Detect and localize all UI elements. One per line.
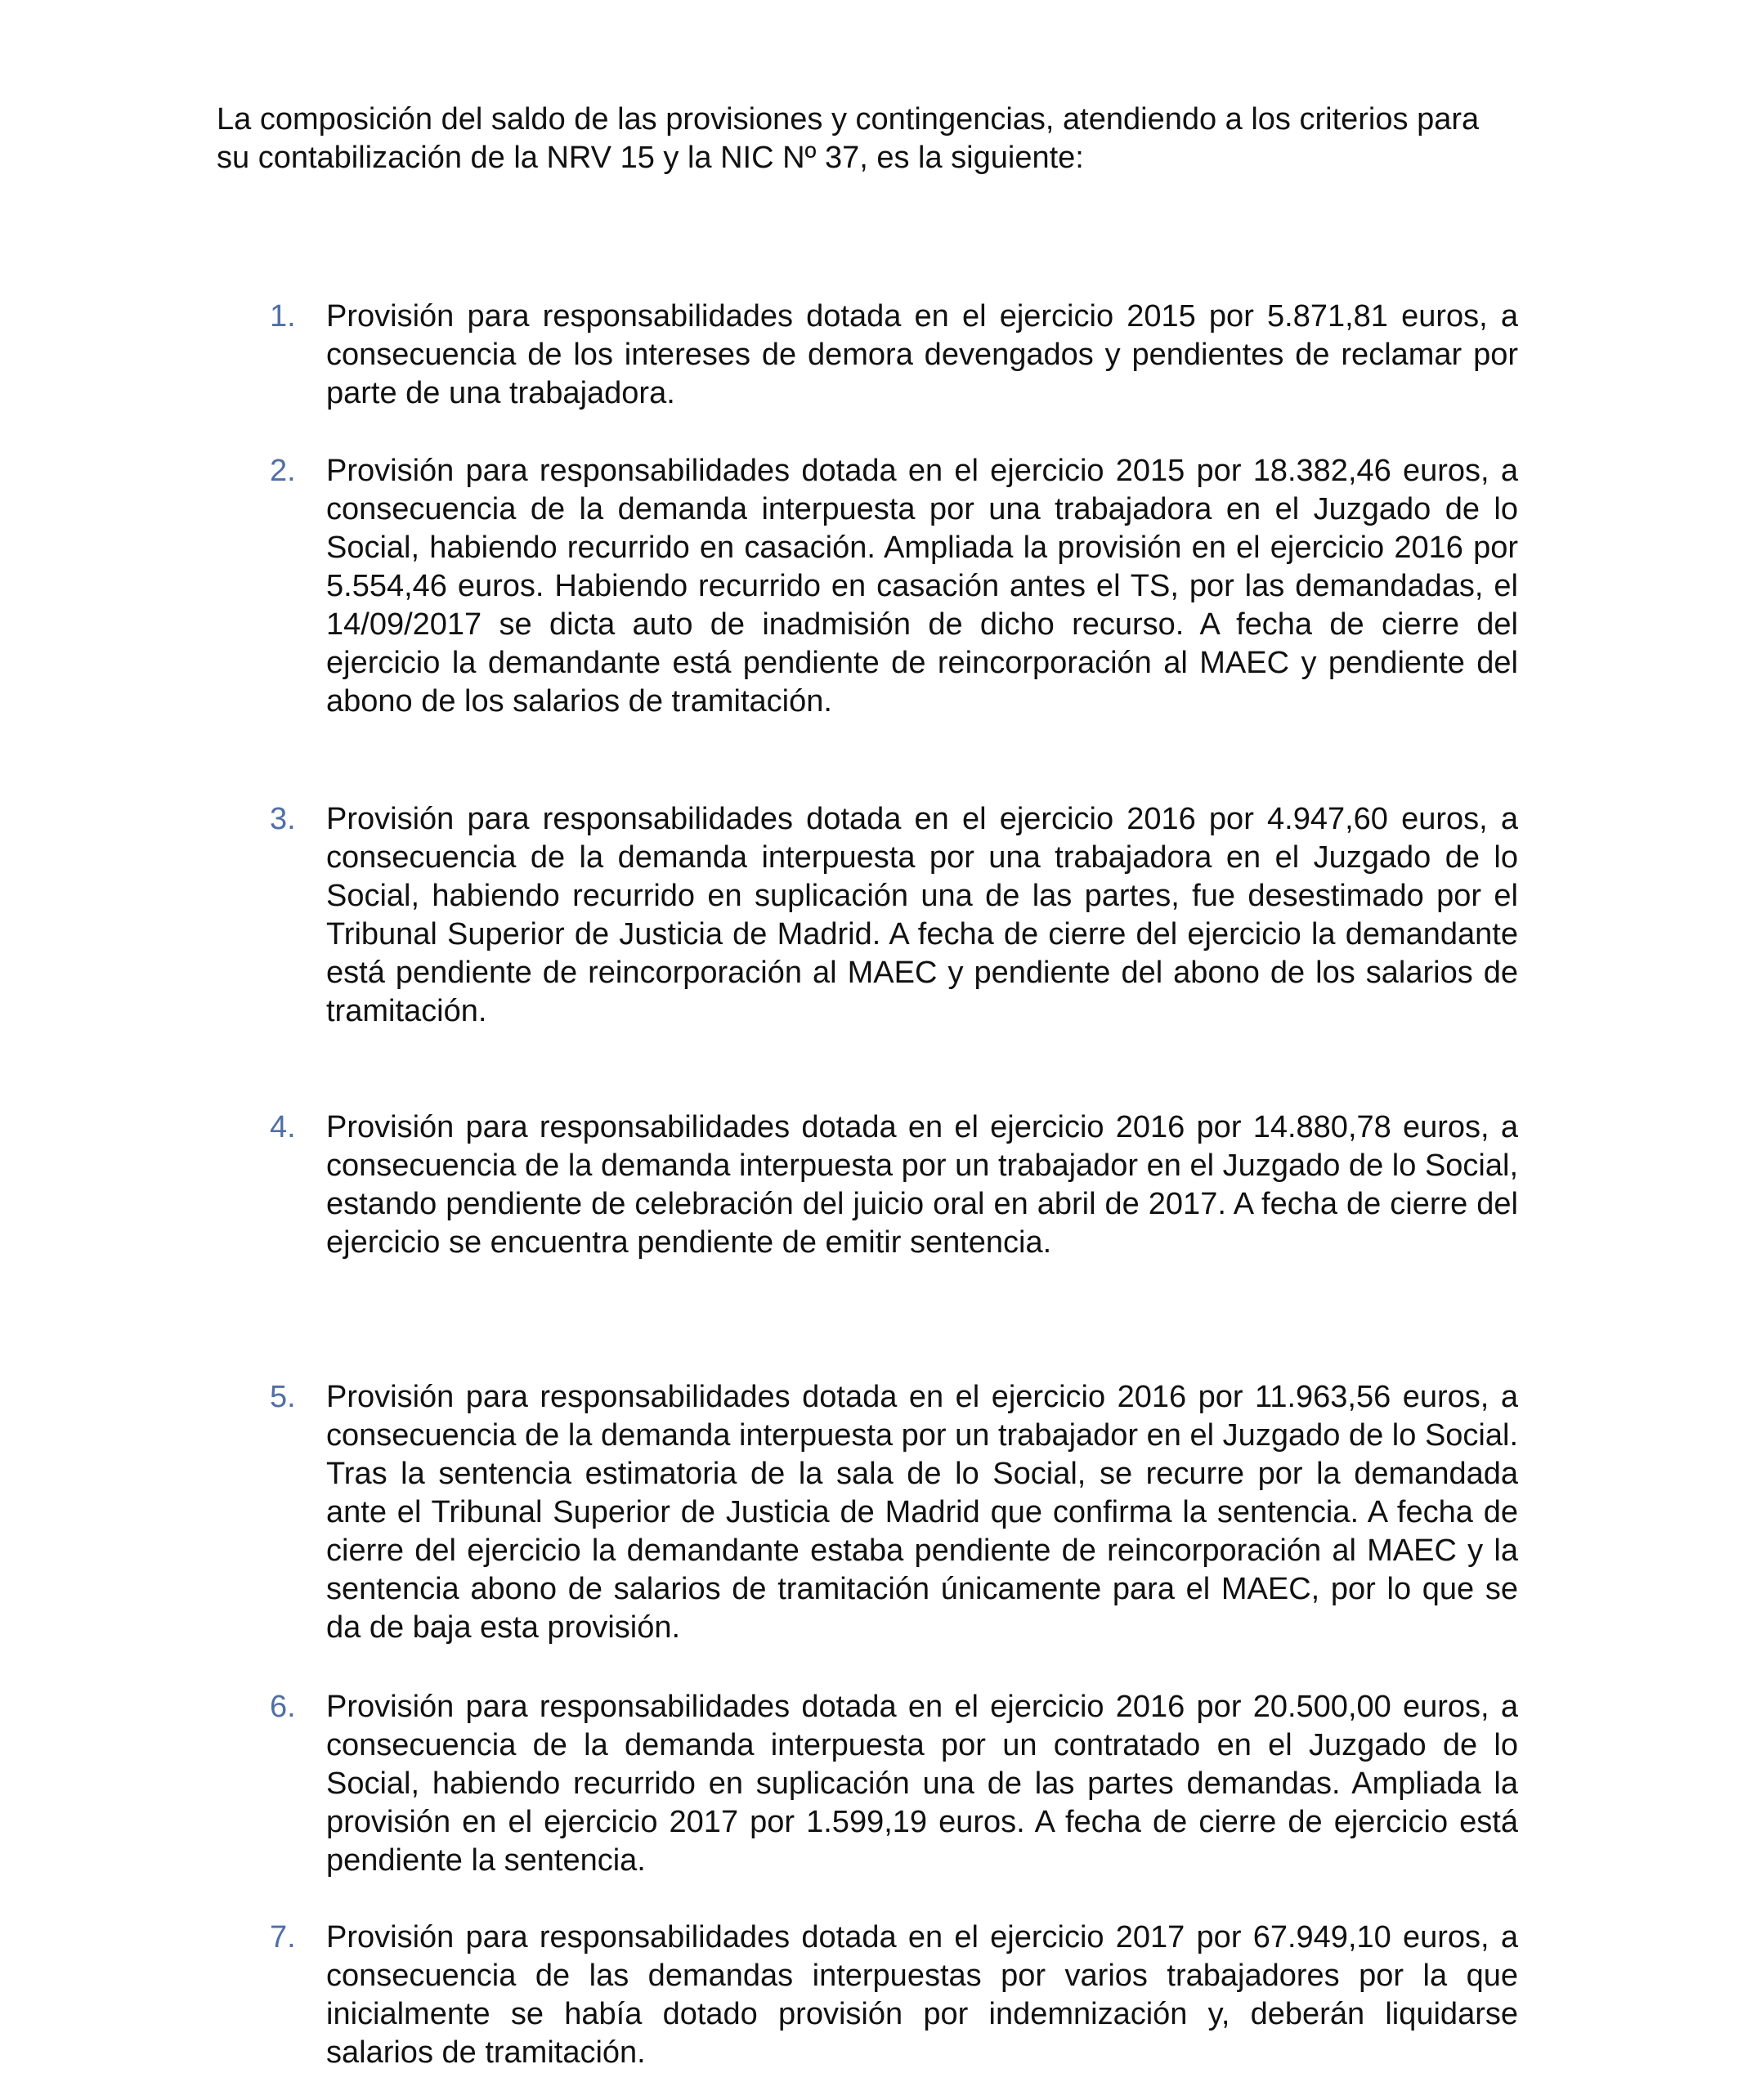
list-item-1: [270, 298, 1518, 413]
list-number: 3.: [270, 802, 296, 836]
list-item-4: [270, 1108, 1518, 1262]
list-item-7: [270, 1919, 1518, 2072]
list-item-text: Provisión para responsabilidades dotada en el ejercicio 2017 por 67.949,10 euros, a consecuencia de las demandas interpuestas por varios trabajadores por la que inicialmente se había dotado provisión por indemnización y, deberán liquidarse salarios de tramitación.: [326, 1920, 1518, 2070]
list-number: 6.: [270, 1690, 296, 1724]
list-item-text: Provisión para responsabilidades dotada en el ejercicio 2016 por 11.963,56 euros, a consecuencia de la demanda interpuesta por un trabajador en el Juzgado de lo Social. Tras la sentencia estimatoria de la sala de lo Social, se recurre por la demandada ante el Tribunal Superior de Justicia de Madrid que confirma la sentencia. A fecha de cierre del ejercicio la demandante estaba pendiente de reincorporación al MAEC y la sentencia abono de salarios de tramitación únicamente para el MAEC, por lo que se da de baja esta provisión.: [326, 1380, 1518, 1645]
list-number: 2.: [270, 454, 296, 488]
list-item-2: [270, 452, 1518, 721]
list-item-6: [270, 1688, 1518, 1880]
list-item-text: Provisión para responsabilidades dotada en el ejercicio 2015 por 5.871,81 euros, a consecuencia de los intereses de demora devengados y pendientes de reclamar por parte de una trabajadora.: [326, 299, 1518, 410]
list-item-3: [270, 800, 1518, 1031]
list-item-text: Provisión para responsabilidades dotada en el ejercicio 2015 por 18.382,46 euros, a consecuencia de la demanda interpuesta por una trabajadora en el Juzgado de lo Social, habiendo recurrido en casación. Ampliada la provisión en el ejercicio 2016 por 5.554,46 euros. Habiendo recurrido en casación antes el TS, por las demandadas, el 14/09/2017 se dicta auto de inadmisión de dicho recurso. A fecha de cierre del ejercicio la demandante está pendiente de reincorporación al MAEC y pendiente del abono de los salarios de tramitación.: [326, 454, 1518, 719]
list-item-5: [270, 1378, 1518, 1647]
list-number: 1.: [270, 299, 296, 334]
list-number: 5.: [270, 1380, 296, 1414]
list-number: 7.: [270, 1920, 296, 1954]
list-number: 4.: [270, 1110, 296, 1144]
list-item-text: Provisión para responsabilidades dotada en el ejercicio 2016 por 20.500,00 euros, a consecuencia de la demanda interpuesta por un contratado en el Juzgado de lo Social, habiendo recurrido en suplicación una de las partes demandas. Ampliada la provisión en el ejercicio 2017 por 1.599,19 euros. A fecha de cierre de ejercicio está pendiente la sentencia.: [326, 1690, 1518, 1878]
list-item-text: Provisión para responsabilidades dotada en el ejercicio 2016 por 14.880,78 euros, a consecuencia de la demanda interpuesta por un trabajador en el Juzgado de lo Social, estando pendiente de celebración del juicio oral en abril de 2017. A fecha de cierre del ejercicio se encuentra pendiente de emitir sentencia.: [326, 1110, 1518, 1260]
list-item-text: Provisión para responsabilidades dotada en el ejercicio 2016 por 4.947,60 euros, a consecuencia de la demanda interpuesta por una trabajadora en el Juzgado de lo Social, habiendo recurrido en suplicación una de las partes, fue desestimado por el Tribunal Superior de Justicia de Madrid. A fecha de cierre del ejercicio la demandante está pendiente de reincorporación al MAEC y pendiente del abono de los salarios de tramitación.: [326, 802, 1518, 1028]
intro-paragraph: La composición del saldo de las provisiones y contingencias, atendiendo a los criterios para su contabilización de la NRV 15 y la NIC Nº 37, es la siguiente:: [217, 102, 1480, 175]
